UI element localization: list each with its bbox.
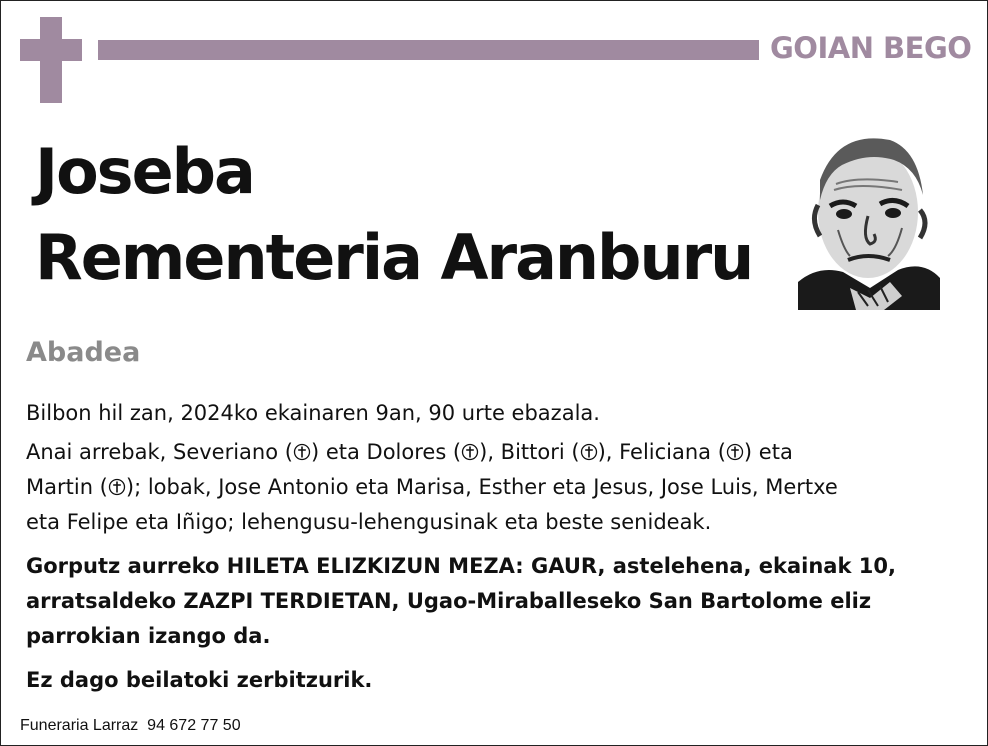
family-line-2 (26, 470, 838, 505)
section-label: GOIAN BEGO (770, 31, 972, 65)
cross-in-circle-icon (726, 443, 744, 461)
deceased-name (35, 129, 752, 301)
family-text: ) eta (743, 440, 793, 464)
family-text: Martin ( (26, 475, 108, 499)
family-line-3: eta Felipe eta Iñigo; lehengusu-lehengusinak eta beste senideak. (26, 510, 712, 534)
family-text: ), Feliciana ( (597, 440, 726, 464)
cross-horizontal-bar (20, 39, 82, 61)
family-paragraph (26, 435, 838, 540)
death-notice: Bilbon hil zan, 2024ko ekainaren 9an, 90 urte ebazala. (26, 401, 600, 425)
cross-in-circle-icon (580, 443, 598, 461)
ceremony-paragraph (26, 549, 896, 654)
header-rule (98, 40, 759, 60)
wake-note: Ez dago beilatoki zerbitzurik. (26, 668, 373, 692)
family-text: ); lobak, Jose Antonio eta Marisa, Esther eta Jesus, Jose Luis, Mertxe (125, 475, 838, 499)
ceremony-line-2: arratsaldeko ZAZPI TERDIETAN, Ugao-Miraballeseko San Bartolome eliz (26, 589, 872, 613)
family-text: Anai arrebak, Severiano ( (26, 440, 293, 464)
family-line-1 (26, 435, 838, 470)
portrait-photo (798, 110, 940, 310)
cross-in-circle-icon (108, 478, 126, 496)
family-text: ), Bittori ( (479, 440, 580, 464)
ceremony-line-1: Gorputz aurreko HILETA ELIZKIZUN MEZA: GAUR, astelehena, ekainak 10, (26, 554, 896, 578)
name-first: Joseba (35, 135, 254, 208)
family-text: ) eta Dolores ( (310, 440, 462, 464)
role-title: Abadea (26, 337, 141, 368)
name-surnames: Rementeria Aranburu (35, 221, 753, 294)
cross-in-circle-icon (293, 443, 311, 461)
ceremony-line-3: parrokian izango da. (26, 624, 271, 648)
cross-in-circle-icon (461, 443, 479, 461)
funeral-home-contact: Funeraria Larraz 94 672 77 50 (20, 717, 241, 734)
